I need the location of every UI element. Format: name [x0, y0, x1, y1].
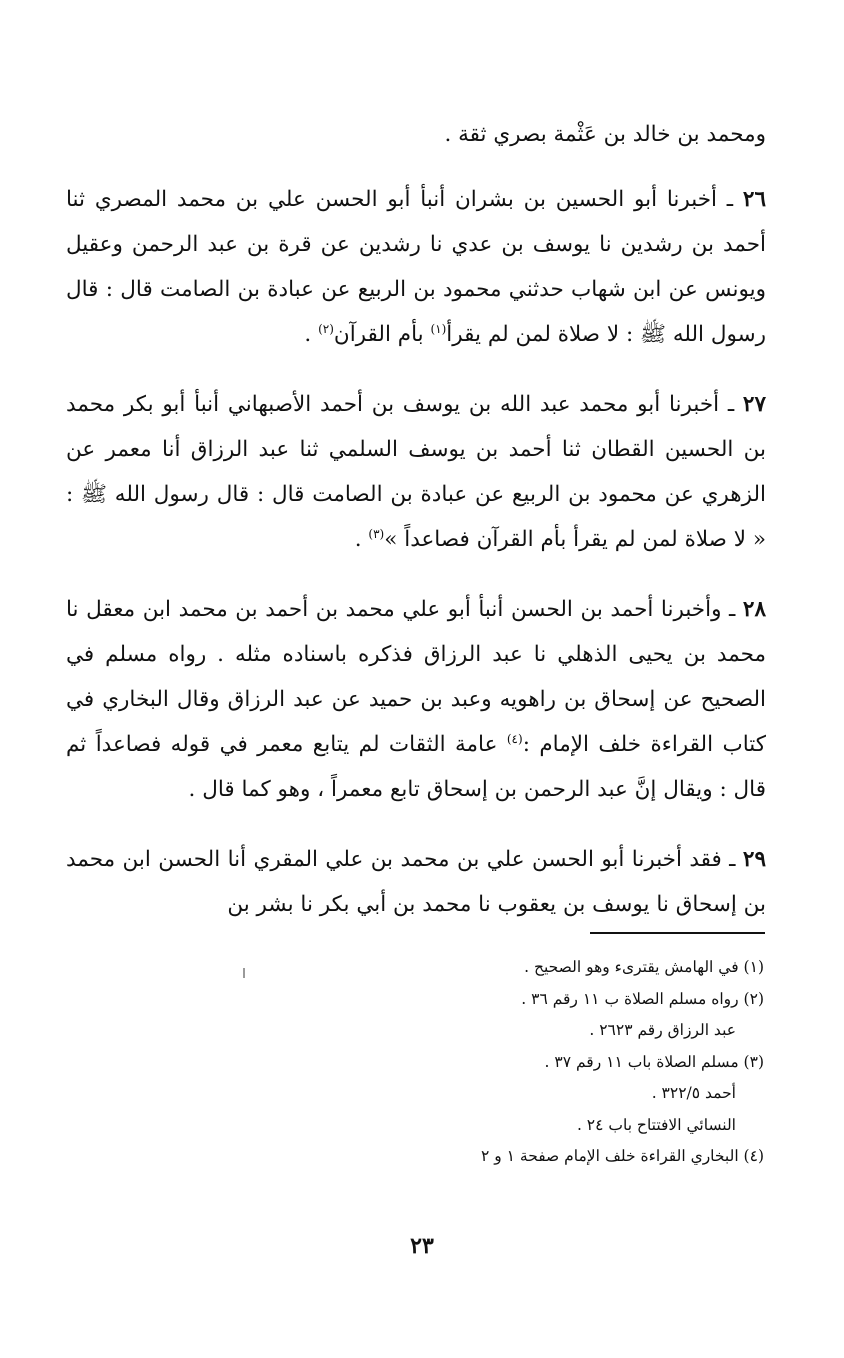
- footnote-4: (٤) البخاري القراءة خلف الإمام صفحة ١ و ٢: [480, 1147, 764, 1165]
- footnote-divider: [590, 932, 765, 934]
- footnote-3-cont-b: النسائي الافتتاح باب ٢٤ .: [576, 1115, 736, 1134]
- footnote-ref-3[interactable]: (٣): [368, 526, 385, 541]
- scan-speck: [243, 968, 245, 978]
- footnote-ref-4[interactable]: (٤): [506, 731, 523, 746]
- paragraph-27-text-b: .: [354, 527, 369, 552]
- paragraph-26: [66, 177, 766, 357]
- paragraph-26-text-b: بأم القرآن: [333, 322, 431, 347]
- footnote-1: (١) في الهامش يقترىء وهو الصحيح .: [524, 958, 764, 976]
- page-number: ٢٣: [410, 1233, 434, 1259]
- paragraph-29-text-a: ـ فقد أخبرنا أبو الحسن علي بن محمد بن علي المقري أنا الحسن ابن محمد بن إسحاق نا يوسف بن يعقوب نا محمد بن أبي بكر نا بشر بن: [66, 847, 766, 917]
- footnote-3: (٣) مسلم الصلاة باب ١١ رقم ٣٧ .: [544, 1052, 764, 1071]
- paragraph-28-text-b: عامة الثقات لم يتابع معمر في قوله فصاعداً ثم قال : ويقال إنَّ عبد الرحمن بن إسحاق تابع معمراً ، وهو كما قال .: [66, 732, 766, 802]
- paragraph-27: [66, 382, 766, 562]
- paragraph-number-26: ٢٦: [742, 187, 766, 212]
- footnote-2-cont: عبد الرزاق رقم ٢٦٢٣ .: [589, 1021, 736, 1039]
- paragraph-26-text-a: ـ أخبرنا أبو الحسين بن بشران أنبأ أبو الحسن علي بن محمد المصري ثنا أحمد بن رشدين نا يوسف بن عدي نا رشدين عن قرة بن عبد الرحمن وعقيل ويونس عن ابن شهاب حدثني محمود بن الربيع عن عبادة بن الصامت قال : قال رسول الله ﷺ : لا صلاة لمن لم يقرأ: [66, 187, 766, 347]
- paragraph-number-28: ٢٨: [742, 597, 766, 622]
- footnotes: [380, 952, 764, 1173]
- paragraph-28-text-a: ـ وأخبرنا أحمد بن الحسن أنبأ أبو علي محمد بن أحمد بن محمد ابن معقل نا محمد بن يحيى الذهلي نا عبد الرزاق فذكره باسناده مثله . رواه مسلم في الصحيح عن إسحاق بن راهويه وعبد بن حميد عن عبد الرزاق وقال البخاري في كتاب القراءة خلف الإمام :: [66, 597, 766, 757]
- paragraph-number-29: ٢٩: [742, 847, 766, 872]
- intro-line: ومحمد بن خالد بن عَثْمة بصري ثقة .: [444, 122, 766, 147]
- paragraph-number-27: ٢٧: [742, 392, 766, 417]
- footnote-2: (٢) رواه مسلم الصلاة ب ١١ رقم ٣٦ .: [521, 989, 764, 1008]
- footnote-ref-2[interactable]: (٢): [318, 321, 334, 336]
- footnote-ref-1[interactable]: (١): [430, 321, 447, 336]
- main-text: [66, 112, 766, 952]
- paragraph-27-text-a: ـ أخبرنا أبو محمد عبد الله بن يوسف بن أحمد الأصبهاني أنبأ أبو بكر محمد بن الحسين القطان ثنا أحمد بن يوسف السلمي ثنا عبد الرزاق أنا معمر عن الزهري عن محمود بن الربيع عن عبادة بن الصامت قال : قال رسول الله ﷺ : « لا صلاة لمن لم يقرأ بأم القرآن فصاعداً »: [66, 392, 766, 552]
- paragraph-29: [66, 837, 766, 927]
- intro-paragraph: [66, 112, 766, 157]
- footnote-3-cont-a: أحمد ٣٢٢/٥ .: [651, 1084, 736, 1102]
- paragraph-26-text-c: .: [304, 322, 319, 347]
- paragraph-28: [66, 587, 766, 812]
